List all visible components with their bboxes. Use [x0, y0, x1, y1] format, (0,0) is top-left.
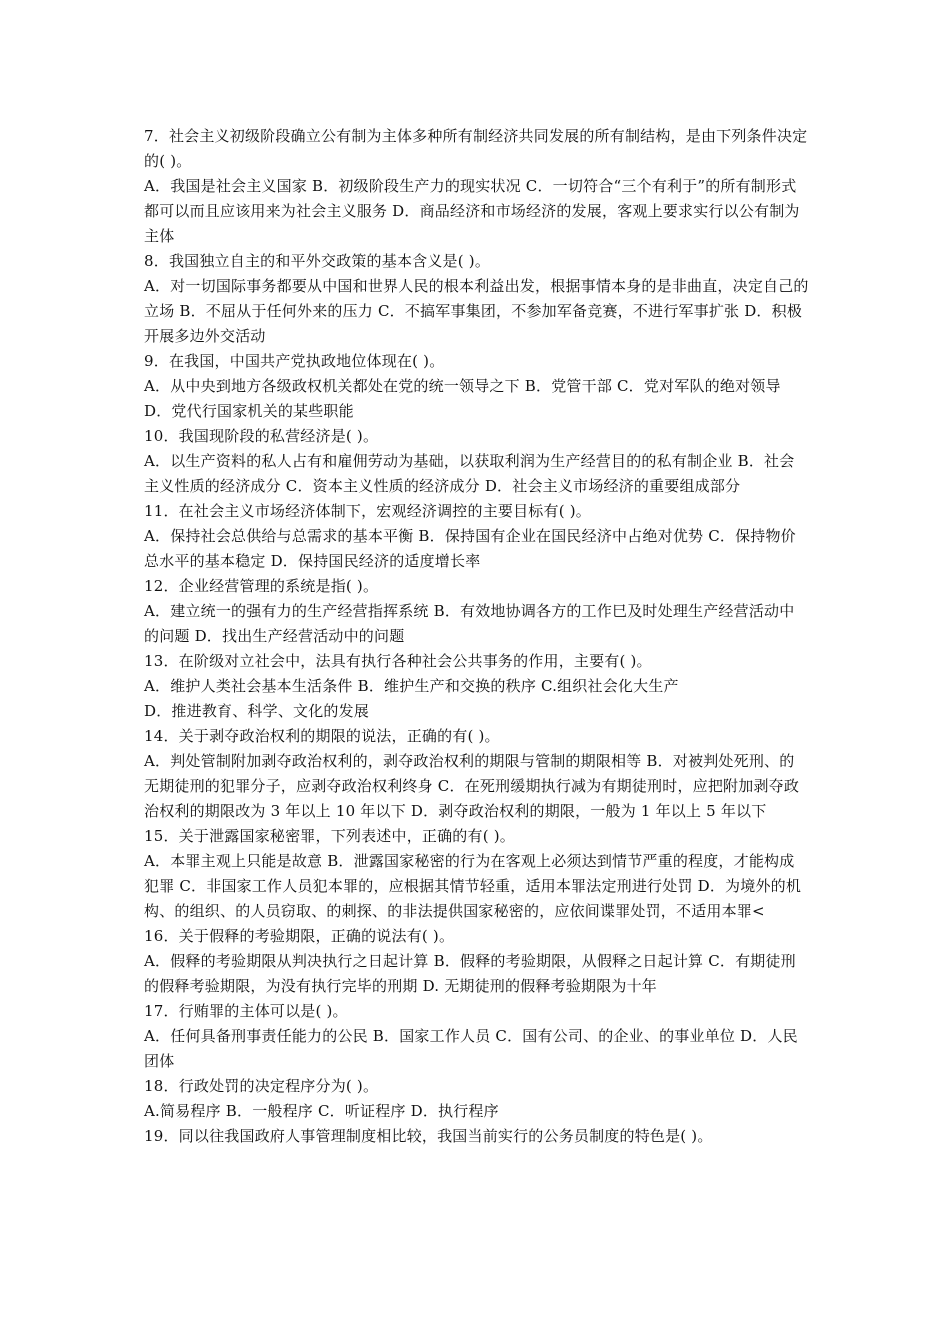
question-13: [144, 649, 809, 724]
question-stem: 18．行政处罚的决定程序分为( )。: [144, 1077, 379, 1095]
question-14: [144, 724, 809, 824]
question-stem: 11．在社会主义市场经济体制下，宏观经济调控的主要目标有( )。: [144, 502, 591, 520]
question-options-continued: D．推进教育、科学、文化的发展: [144, 702, 370, 720]
question-stem: 14．关于剥夺政治权利的期限的说法，正确的有( )。: [144, 727, 500, 745]
question-stem: 19．同以往我国政府人事管理制度相比较，我国当前实行的公务员制度的特色是( )。: [144, 1127, 713, 1145]
question-11: [144, 499, 809, 574]
question-options: A.简易程序 B．一般程序 C．听证程序 D．执行程序: [144, 1102, 499, 1120]
question-12: [144, 574, 809, 649]
question-stem: 16．关于假释的考验期限，正确的说法有( )。: [144, 927, 455, 945]
question-options: A．判处管制附加剥夺政治权利的，剥夺政治权利的期限与管制的期限相等 B．对被判处死刑、的无期徒刑的犯罪分子，应剥夺政治权利终身 C．在死刑缓期执行减为有期徒刑时，应把附加剥夺政治权利的期限改为 3 年以上 10 年以下 D．剥夺政治权利的期限，一般为 1 年以上 5 年以下: [144, 752, 800, 820]
question-stem: 15．关于泄露国家秘密罪，下列表述中，正确的有( )。: [144, 827, 515, 845]
question-9: [144, 349, 809, 424]
question-list: [144, 124, 809, 1149]
question-8: [144, 249, 809, 349]
question-options: A．建立统一的强有力的生产经营指挥系统 B．有效地协调各方的工作巳及时处理生产经营活动中的问题 D．找出生产经营活动中的问题: [144, 602, 795, 645]
question-stem: 12．企业经营管理的系统是指( )。: [144, 577, 379, 595]
question-options: A．以生产资料的私人占有和雇佣劳动为基础，以获取利润为生产经营目的的私有制企业 B．社会主义性质的经济成分 C．资本主义性质的经济成分 D．社会主义市场经济的重要组成部分: [144, 452, 795, 495]
question-stem: 17．行贿罪的主体可以是( )。: [144, 1002, 348, 1020]
question-7: [144, 124, 809, 249]
question-options: A．保持社会总供给与总需求的基本平衡 B．保持国有企业在国民经济中占绝对优势 C．保持物价总水平的基本稳定 D．保持国民经济的适度增长率: [144, 527, 796, 570]
question-stem: 10．我国现阶段的私营经济是( )。: [144, 427, 379, 445]
question-19: [144, 1124, 809, 1149]
question-15: [144, 824, 809, 924]
question-stem: 13．在阶级对立社会中，法具有执行各种社会公共事务的作用，主要有( )。: [144, 652, 652, 670]
question-stem: 7．社会主义初级阶段确立公有制为主体多种所有制经济共同发展的所有制结构，是由下列条件决定的( )。: [144, 127, 808, 170]
question-options: A．我国是社会主义国家 B．初级阶段生产力的现实状况 C．一切符合“三个有利于”的所有制形式都可以而且应该用来为社会主义服务 D．商品经济和市场经济的发展，客观上要求实行以公有制为主体: [144, 177, 800, 245]
question-17: [144, 999, 809, 1074]
question-options: A．任何具备刑事责任能力的公民 B．国家工作人员 C．国有公司、的企业、的事业单位 D．人民团体: [144, 1027, 798, 1070]
question-options: A．从中央到地方各级政权机关都处在党的统一领导之下 B．党管干部 C．党对军队的绝对领导 D．党代行国家机关的某些职能: [144, 377, 781, 420]
question-18: [144, 1074, 809, 1124]
question-options: A．对一切国际事务都要从中国和世界人民的根本利益出发，根据事情本身的是非曲直，决定自己的立场 B．不屈从于任何外来的压力 C．不搞军事集团，不参加军备竞赛，不进行军事扩张 D．积极开展多边外交活动: [144, 277, 809, 345]
question-stem: 9．在我国，中国共产党执政地位体现在( )。: [144, 352, 445, 370]
question-stem: 8．我国独立自主的和平外交政策的基本含义是( )。: [144, 252, 491, 270]
question-options: A．本罪主观上只能是故意 B．泄露国家秘密的行为在客观上必须达到情节严重的程度，才能构成犯罪 C．非国家工作人员犯本罪的，应根据其情节轻重，适用本罪法定刑进行处罚 D．为境外的机构、的组织、的人员窃取、的刺探、的非法提供国家秘密的，应依间谍罪处罚，不适用本罪<: [144, 852, 802, 920]
question-options: A．维护人类社会基本生活条件 B．维护生产和交换的秩序 C.组织社会化大生产: [144, 677, 679, 695]
question-16: [144, 924, 809, 999]
question-10: [144, 424, 809, 499]
question-options: A．假释的考验期限从判决执行之日起计算 B．假释的考验期限，从假释之日起计算 C．有期徒刑的假释考验期限，为没有执行完毕的刑期 D. 无期徒刑的假释考验期限为十年: [144, 952, 796, 995]
